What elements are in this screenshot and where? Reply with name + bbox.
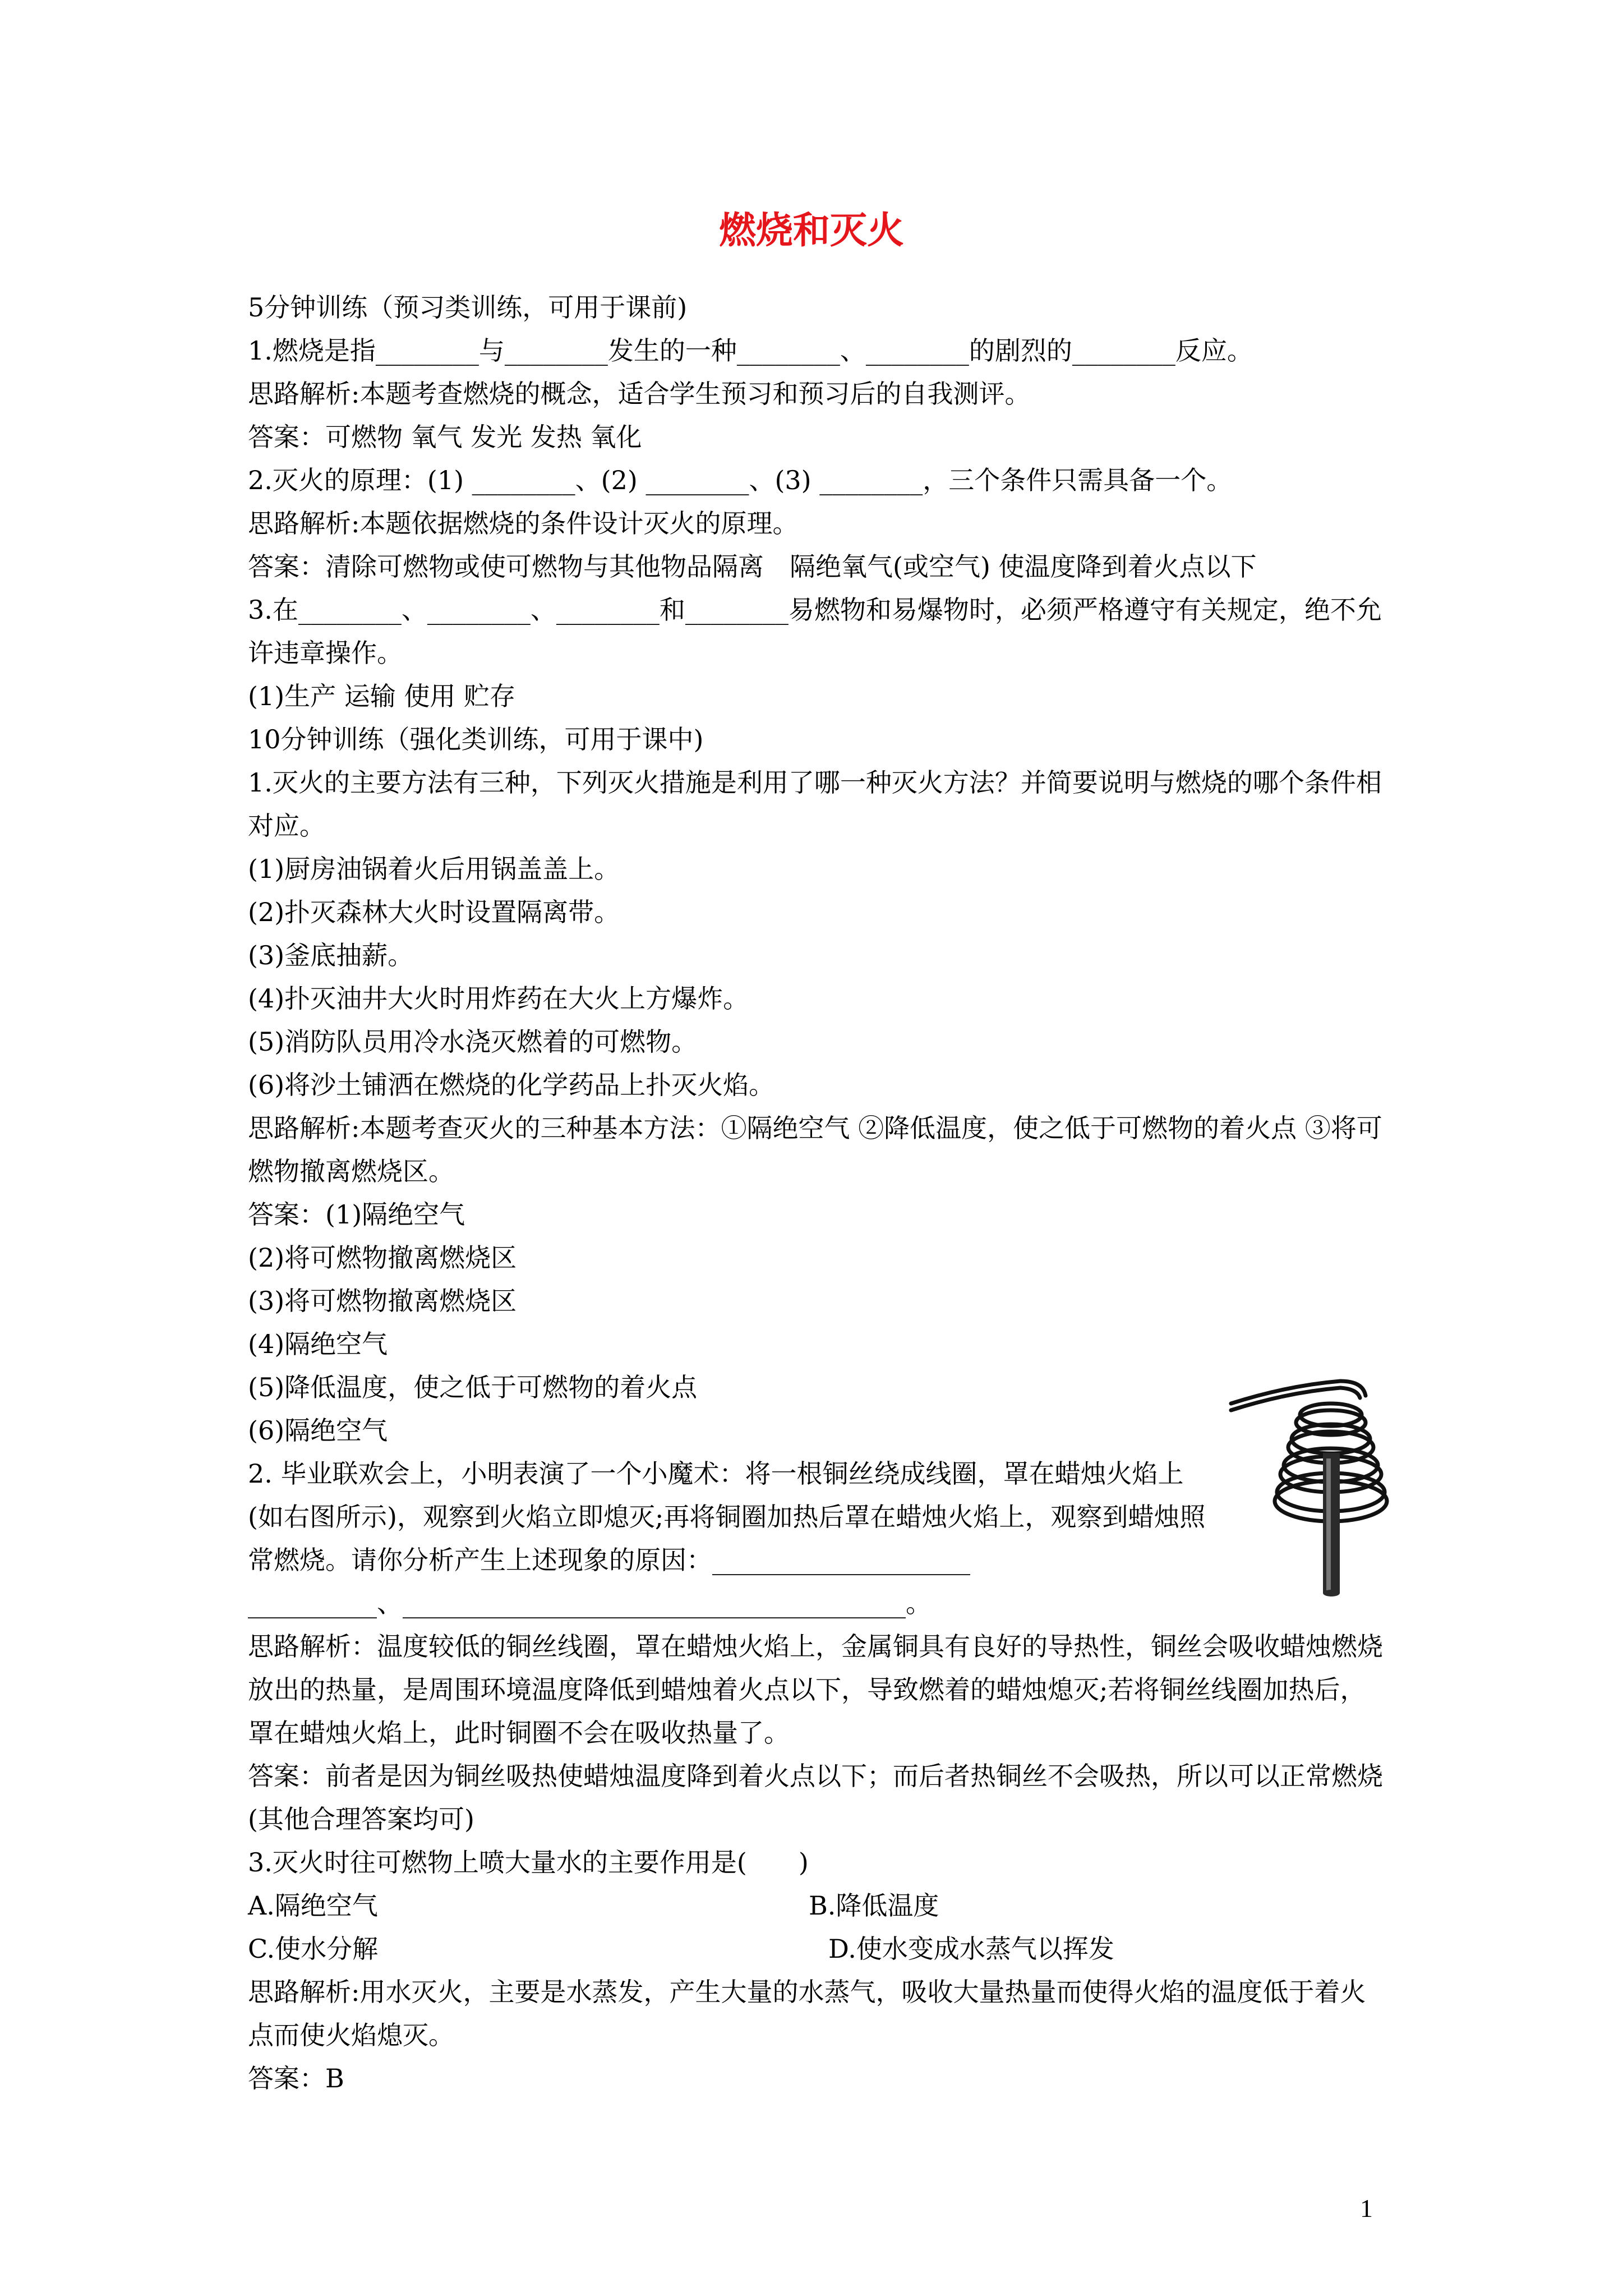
- answer-methods-3: (3)将可燃物撤离燃烧区: [248, 1286, 517, 1316]
- question-2-blanks: __________、_______________________________________。: [248, 1588, 932, 1618]
- section-heading-10min: 10分钟训练（强化类训练，可用于课中): [248, 724, 704, 754]
- method-item-4: (4)扑灭油井大火时用炸药在大火上方爆炸。: [248, 983, 749, 1014]
- option-b: B.降低温度: [809, 1890, 939, 1921]
- options-row-cd: [248, 1927, 1386, 1971]
- method-item-3: (3)釜底抽薪。: [248, 940, 414, 970]
- section-heading-5min: 5分钟训练（预习类训练，可用于课前): [248, 292, 688, 323]
- copper-coil-illustration: [1225, 1369, 1394, 1604]
- document-body: [248, 286, 1386, 2100]
- question-3-regulations: 3.在________、________、________和________易燃物和易爆物时，必须严格遵守有关规定，绝不允许违章操作。: [248, 595, 1382, 668]
- method-item-5: (5)消防队员用冷水浇灭燃着的可燃物。: [248, 1027, 698, 1057]
- page-number: 1: [1360, 2194, 1373, 2223]
- analysis-2: 思路解析:本题依据燃烧的条件设计灭火的原理。: [248, 508, 799, 539]
- option-a: A.隔绝空气: [248, 1890, 378, 1921]
- method-item-6: (6)将沙土铺洒在燃烧的化学药品上扑灭火焰。: [248, 1070, 775, 1100]
- question-1-combustion: 1.燃烧是指________与________发生的一种________、________的剧烈的________反应。: [248, 335, 1253, 366]
- answer-magic: 答案：前者是因为铜丝吸热使蜡烛温度降到着火点以下；而后者热铜丝不会吸热，所以可以正常燃烧(其他合理答案均可): [248, 1761, 1383, 1834]
- question-2-magic: 2. 毕业联欢会上，小明表演了一个小魔术：将一根铜丝绕成线圈，罩在蜡烛火焰上(如右图所示)，观察到火焰立即熄灭;再将铜圈加热后罩在蜡烛火焰上，观察到蜡烛照常燃烧。请你分析产生上述现象的原因：____________________: [248, 1458, 1206, 1575]
- answer-methods-5: (5)降低温度，使之低于可燃物的着火点: [248, 1372, 698, 1402]
- answer-methods-1: 答案：(1)隔绝空气: [248, 1199, 465, 1230]
- question-2-principle: 2.灭火的原理：(1) ________、(2) ________、(3) ________，三个条件只需具备一个。: [248, 465, 1233, 495]
- answer-methods-4: (4)隔绝空气: [248, 1329, 388, 1359]
- answer-methods-2: (2)将可燃物撤离燃烧区: [248, 1243, 517, 1273]
- document-title: 燃烧和灭火: [719, 209, 904, 252]
- analysis-1: 思路解析:本题考查燃烧的概念，适合学生预习和预习后的自我测评。: [248, 379, 1031, 409]
- answer-water: 答案：B: [248, 2063, 344, 2093]
- method-item-2: (2)扑灭森林大火时设置隔离带。: [248, 897, 620, 927]
- analysis-methods: 思路解析:本题考查灭火的三种基本方法：①隔绝空气 ②降低温度，使之低于可燃物的着火点 ③将可燃物撤离燃烧区。: [248, 1113, 1382, 1186]
- answer-3: (1)生产 运输 使用 贮存: [248, 681, 516, 711]
- answer-methods-6: (6)隔绝空气: [248, 1415, 388, 1446]
- option-c: C.使水分解: [248, 1934, 379, 1964]
- answer-2: 答案：清除可燃物或使可燃物与其他物品隔离 隔绝氧气(或空气) 使温度降到着火点以下: [248, 551, 1257, 582]
- options-row-ab: [248, 1884, 1386, 1927]
- question-3-water: 3.灭火时往可燃物上喷大量水的主要作用是( ): [248, 1847, 809, 1878]
- method-item-1: (1)厨房油锅着火后用锅盖盖上。: [248, 854, 620, 884]
- question-1-methods: 1.灭火的主要方法有三种，下列灭火措施是利用了哪一种灭火方法？并简要说明与燃烧的哪个条件相对应。: [248, 767, 1382, 841]
- option-d: D.使水变成水蒸气以挥发: [828, 1934, 1114, 1964]
- analysis-water: 思路解析:用水灭火，主要是水蒸发，产生大量的水蒸气，吸收大量热量而使得火焰的温度低于着火点而使火焰熄灭。: [248, 1977, 1366, 2050]
- analysis-magic: 思路解析：温度较低的铜丝线圈，罩在蜡烛火焰上，金属铜具有良好的导热性，铜丝会吸收蜡烛燃烧放出的热量，是周围环境温度降低到蜡烛着火点以下，导致燃着的蜡烛熄灭;若将铜丝线圈加热后，罩在蜡烛火焰上，此时铜圈不会在吸收热量了。: [248, 1631, 1383, 1748]
- answer-1: 答案：可燃物 氧气 发光 发热 氧化: [248, 422, 642, 452]
